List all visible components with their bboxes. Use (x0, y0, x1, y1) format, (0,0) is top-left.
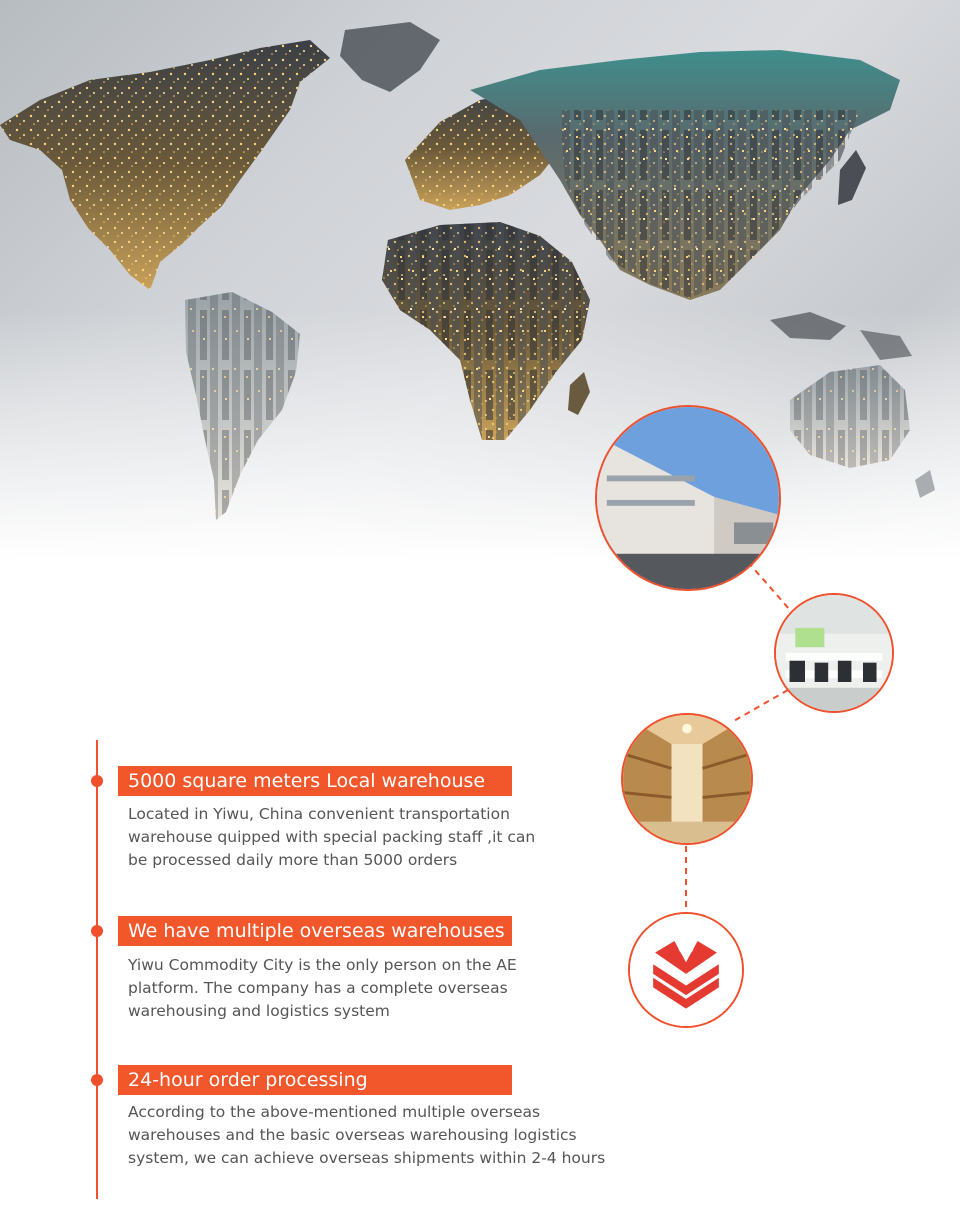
feature-description-overseas-warehouses: Yiwu Commodity City is the only person on the AE platform. The company has a complete overseas warehousing and logistics system (128, 956, 517, 1020)
feature-description-order-processing: According to the above-mentioned multiple overseas warehouses and the basic overseas warehousing logistics system, we can achieve overseas shipments within 2-4 hours (128, 1103, 606, 1167)
timeline-dot (91, 775, 103, 787)
timeline-dot (91, 1074, 103, 1086)
warehouse-building-photo (595, 405, 781, 591)
feature-title-overseas-warehouses: We have multiple overseas warehouses (118, 916, 512, 946)
warehouse-shelves-photo (621, 713, 753, 845)
warehouse-building-icon (597, 407, 779, 589)
timeline-line (96, 740, 98, 1199)
timeline-dot (91, 925, 103, 937)
warehouse-shelves-icon (623, 715, 751, 843)
company-logo (628, 912, 744, 1028)
feature-description-local-warehouse: Located in Yiwu, China convenient transportation warehouse quipped with special packing staff ,it can be processed daily more than 5000 orders (128, 805, 536, 869)
office-interior-photo (774, 593, 894, 713)
feature-title-local-warehouse: 5000 square meters Local warehouse (118, 766, 512, 796)
feature-title-order-processing: 24-hour order processing (118, 1065, 512, 1095)
company-logo-icon (630, 914, 742, 1026)
office-interior-icon (776, 595, 892, 711)
